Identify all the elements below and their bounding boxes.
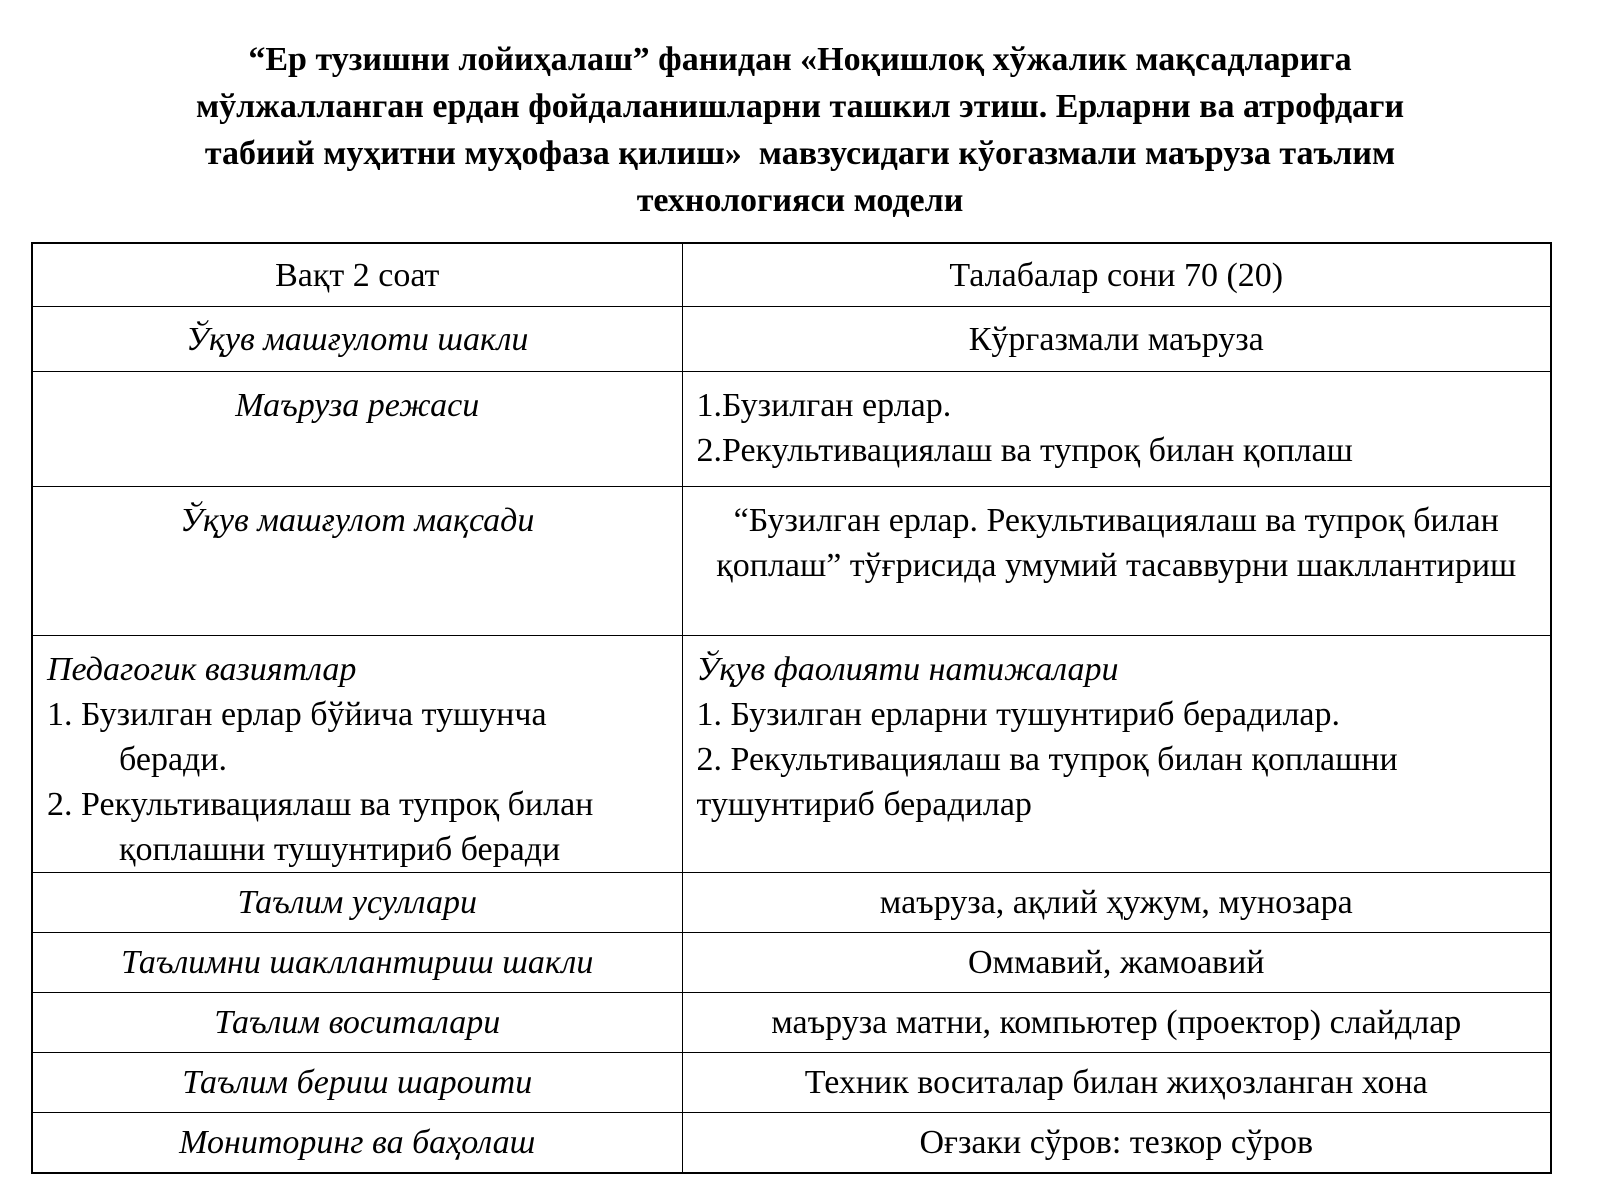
pedagogical-item-continuation: қоплашни тушунтириб беради (119, 831, 561, 868)
students-cell: Талабалар сони 70 (20) (682, 243, 1551, 307)
pedagogical-situations-cell (32, 636, 682, 873)
table-row (32, 1113, 1551, 1174)
document-title (60, 36, 1540, 224)
results-heading: Ўқув фаолияти натижалари (696, 651, 1119, 688)
organization-value: Оммавий, жамоавий (682, 933, 1551, 993)
time-cell: Вақт 2 соат (32, 243, 682, 307)
goal-value: “Бузилган ерлар. Рекультивациялаш ва тупроқ билан қоплаш” тўғрисида умумий тасаввурни шакллантириш (682, 487, 1551, 636)
pedagogical-item: 2. Рекультивациялаш ва тупроқ билан (47, 786, 594, 823)
goal-label: Ўқув машғулот мақсади (32, 487, 682, 636)
conditions-label: Таълим бериш шароити (32, 1053, 682, 1113)
plan-item: 2.Рекультивациялаш ва тупроқ билан қоплаш (696, 432, 1353, 469)
methods-value: маъруза, ақлий ҳужум, мунозара (682, 873, 1551, 933)
tools-value: маъруза матни, компьютер (проектор) слайдлар (682, 993, 1551, 1053)
title-line: технологияси модели (636, 182, 964, 219)
organization-label: Таълимни шакллантириш шакли (32, 933, 682, 993)
table-row (32, 933, 1551, 993)
table-row (32, 1053, 1551, 1113)
form-value: Кўргазмали маъруза (682, 307, 1551, 372)
table-row (32, 372, 1551, 487)
table-row (32, 993, 1551, 1053)
monitoring-value: Оғзаки сўров: тезкор сўров (682, 1113, 1551, 1174)
pedagogical-item-continuation: беради. (119, 741, 228, 778)
title-line: табиий муҳитни муҳофаза қилиш» мавзусидаги кўогазмали маъруза таълим (204, 135, 1396, 172)
title-line: мўлжалланган ердан фойдаланишларни ташкил этиш. Ерларни ва атрофдаги (195, 88, 1405, 125)
pedagogical-heading: Педагогик вазиятлар (47, 651, 357, 688)
tools-label: Таълим воситалари (32, 993, 682, 1053)
methods-label: Таълим усуллари (32, 873, 682, 933)
lesson-model-table (31, 242, 1552, 1174)
result-item: 2. Рекультивациялаш ва тупроқ билан қоплашни тушунтириб берадилар (696, 741, 1398, 823)
plan-item: 1.Бузилган ерлар. (696, 387, 952, 424)
plan-value (682, 372, 1551, 487)
learning-results-cell (682, 636, 1551, 873)
table-row (32, 243, 1551, 307)
plan-label: Маъруза режаси (32, 372, 682, 487)
table-row (32, 307, 1551, 372)
form-label: Ўқув машғулоти шакли (32, 307, 682, 372)
monitoring-label: Мониторинг ва баҳолаш (32, 1113, 682, 1174)
title-line: “Ер тузишни лойиҳалаш” фанидан «Ноқишлоқ хўжалик мақсадларига (248, 41, 1352, 78)
pedagogical-item: 1. Бузилган ерлар бўйича тушунча (47, 696, 547, 733)
conditions-value: Техник воситалар билан жиҳозланган хона (682, 1053, 1551, 1113)
table-row (32, 873, 1551, 933)
table-row (32, 487, 1551, 636)
table-row (32, 636, 1551, 873)
result-item: 1. Бузилган ерларни тушунтириб берадилар. (696, 696, 1341, 733)
